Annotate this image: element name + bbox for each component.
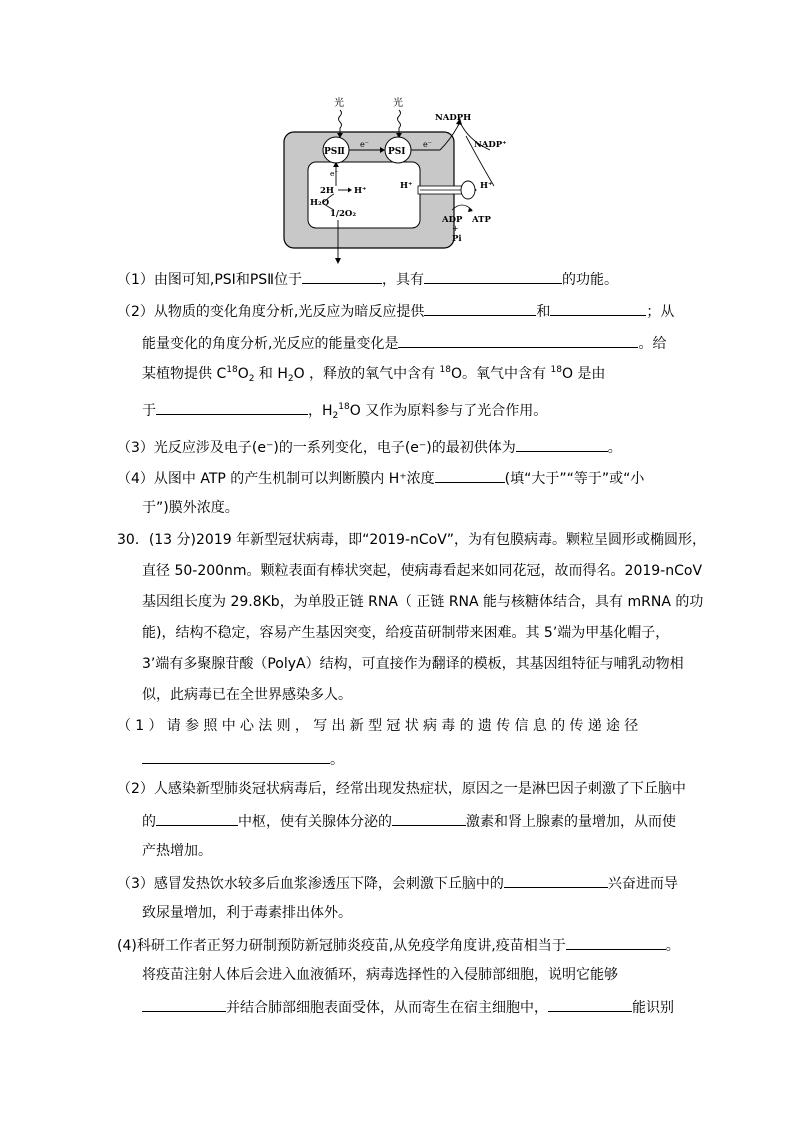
q2-f-sub2: 2: [287, 374, 294, 384]
q2-g-sup: 18: [338, 402, 350, 412]
q1-line: [117, 268, 618, 290]
q2-f6: O 是由: [561, 366, 606, 382]
atp-synthase: [461, 181, 475, 199]
q2-blank-4[interactable]: [156, 399, 308, 415]
s3-line-1: [117, 872, 678, 894]
q2-f4: O ，释放的氧气中含有: [293, 366, 440, 382]
q2-blank-3[interactable]: [398, 332, 638, 348]
q2-g1: 于: [142, 403, 156, 419]
q2-text-b: 和: [536, 304, 551, 320]
h2o-label: H₂O: [310, 198, 330, 208]
adp-label: ADP: [442, 215, 463, 225]
q4-line-1: [117, 467, 644, 489]
electron-label-water: e⁻: [330, 169, 339, 178]
s2-blank-1[interactable]: [156, 810, 238, 826]
q2-f-sup3: 18: [550, 365, 562, 375]
q2-f3: 和 H: [254, 366, 288, 382]
nadp-label: NADP⁺: [474, 140, 507, 150]
s1-line-1: （1）请参照中心法则，写出新型冠状病毒的遗传信息的传递途径: [117, 718, 643, 734]
q2-f1: 某植物提供 C: [142, 366, 227, 382]
s2-line-1: （2）人感染新型肺炎冠状病毒后，经常出现发热症状，原因之一是淋巴因子刺激了下丘脑中: [117, 781, 686, 797]
q2-text-d: 能量变化的角度分析,光反应的能量变化是: [142, 336, 399, 352]
atp-label: ATP: [472, 215, 491, 225]
q1-text-b: ，具有: [382, 272, 425, 288]
q3-text-a: （3）光反应涉及电子(e⁻)的一系列变化，电子(e⁻)的最初供体为: [117, 440, 516, 456]
light-label-right: 光: [393, 98, 403, 109]
light-label-left: 光: [334, 98, 344, 109]
plus-label: +: [452, 224, 459, 233]
s4-line-1: [117, 934, 680, 956]
q3-blank[interactable]: [516, 436, 608, 452]
s4-text-b: 。: [665, 938, 680, 954]
s2-line-2: [142, 810, 676, 832]
s4-text-d1: 并结合肺部细胞表面受体，从而寄生在宿主细胞中，: [226, 1000, 548, 1016]
s3-line-2: 致尿量增加，利于毒素排出体外。: [142, 905, 352, 921]
ps1-label: PSⅠ: [388, 147, 406, 157]
q30-line-4: 能)，结构不稳定，容易产生基因突变，给疫苗研制带来困难。其 5’端为甲基化帽子，: [142, 625, 670, 641]
electron-label-right: e⁻: [423, 140, 432, 149]
ps2-label: PSⅡ: [324, 147, 345, 157]
two-h-label: 2H: [320, 186, 334, 196]
s1-blank[interactable]: [142, 748, 330, 764]
q1-blank-2[interactable]: [424, 268, 562, 284]
q30-line-5: 3’端有多聚腺苷酸（PolyA）结构，可直接作为翻译的模板，其基因组特征与哺乳动物相: [142, 656, 684, 672]
q2-line-2: [142, 332, 666, 354]
q2-blank-2[interactable]: [550, 300, 646, 316]
q2-g-sub: 2: [332, 411, 339, 421]
h-label-lumen: H⁺: [354, 186, 367, 196]
q2-blank-1[interactable]: [424, 300, 536, 316]
s4-text-a: (4)科研工作者正努力研制预防新冠肺炎疫苗,从免疫学角度讲,疫苗相当于: [117, 938, 566, 954]
q2-g2: ，H: [308, 403, 333, 419]
s3-text-b: 兴奋进而导: [607, 876, 678, 892]
q4-blank[interactable]: [435, 467, 505, 483]
s2-blank-2[interactable]: [392, 810, 466, 826]
s1-text-b: 。: [330, 752, 344, 768]
q30-line-3: 基因组长度为 29.8Kb，为单股正链 RNA（ 正链 RNA 能与核糖体结合，具有 mRNA 的功: [142, 594, 704, 610]
s2-text-b3: 激素和肾上腺素的量增加，从而使: [466, 814, 676, 830]
q4-text-b: (填“大于”“等于”或“小: [504, 471, 645, 487]
q2-f-sup1: 18: [226, 365, 238, 375]
q1-text-c: 的功能。: [562, 272, 619, 288]
s2-text-b2: 中枢，使有关腺体分泌的: [238, 814, 392, 830]
q2-g3: O 又作为原料参与了光合作用。: [349, 403, 548, 419]
pi-label: Pi: [452, 234, 462, 244]
q30-line-2: 直径 50-200nm。颗粒表面有棒状突起，使病毒看起来如同花冠，故而得名。2019-nCoV: [142, 563, 703, 579]
q1-blank-1[interactable]: [302, 268, 382, 284]
electron-label-mid: e⁻: [360, 140, 369, 149]
q2-text-a: （2）从物质的变化角度分析,光反应为暗反应提供: [117, 304, 425, 320]
s4-line-2: 将疫苗注射人体后会进入血液循环，病毒选择性的入侵肺部细胞，说明它能够: [142, 967, 618, 983]
s2-line-3: 产热增加。: [142, 843, 212, 859]
q30-line-6: 似，此病毒已在全世界感染多人。: [142, 687, 352, 703]
o2-label: 1/2O₂: [330, 209, 357, 219]
s4-blank-3[interactable]: [548, 996, 632, 1012]
q2-f2: O: [237, 366, 249, 382]
q2-f-sup2: 18: [439, 365, 451, 375]
q2-text-c: ；从: [646, 304, 675, 320]
light-arrow-right: [398, 110, 401, 134]
q4-line-2: [142, 498, 239, 518]
q3-text-b: 。: [607, 440, 622, 456]
s3-text-a: （3）感冒发热饮水较多后血浆渗透压下降，会刺激下丘脑中的: [117, 876, 504, 892]
q1-text-a: （1）由图可知,PSⅠ和PSⅡ位于: [117, 272, 303, 288]
q2-line-1: [117, 300, 674, 322]
nadph-label: NADPH: [435, 113, 472, 123]
light-reaction-diagram: [280, 92, 520, 266]
q2-line-4: [142, 399, 547, 421]
q4-text-a: （4）从图中 ATP 的产生机制可以判断膜内 H⁺浓度: [117, 471, 435, 487]
s2-text-b1: 的: [142, 814, 156, 830]
s4-blank-2[interactable]: [142, 996, 226, 1012]
s4-line-3: [142, 996, 674, 1018]
light-arrow-left: [339, 110, 342, 134]
s3-blank[interactable]: [504, 872, 608, 888]
h-label-out: H⁺: [480, 181, 493, 191]
q2-line-3: [142, 364, 605, 384]
q30-line-1: 30．(13 分)2019 年新型冠状病毒，即“2019-nCoV”，为有包膜病毒。颗粒呈圆形或椭圆形，: [117, 532, 707, 548]
q2-f5: O。氧气中含有: [451, 366, 551, 382]
h-label-channel: H⁺: [400, 181, 413, 191]
q3-line: [117, 436, 622, 458]
q2-f-sub1: 2: [248, 374, 255, 384]
q4-text-c: 于”)膜外浓度。: [142, 500, 239, 516]
s4-blank-1[interactable]: [566, 934, 666, 950]
s1-line-2: [142, 748, 344, 770]
q2-text-e: 。给: [638, 336, 667, 352]
s4-text-d2: 能识别: [632, 1000, 674, 1016]
